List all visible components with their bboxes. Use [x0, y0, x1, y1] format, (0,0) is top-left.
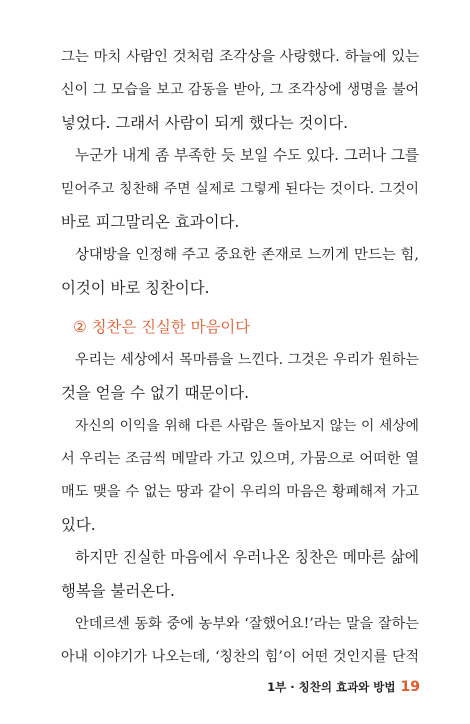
body-line: 안데르센 동화 중에 농부와 ‘잘했어요!’라는 말을 잘하는: [75, 616, 419, 632]
body-line: 자신의 이익을 위해 다른 사람은 돌아보지 않는 이 세상에: [75, 418, 419, 434]
page-number: 19: [400, 679, 420, 695]
body-line: 서 우리는 조금씩 메말라 가고 있으며, 가뭄으로 어떠한 열: [61, 451, 419, 467]
body-line: 넣었다. 그래서 사람이 되게 했다는 것이다.: [61, 114, 348, 132]
body-line: 믿어주고 칭찬해 주면 실제로 그렇게 된다는 것이다. 그것이: [61, 181, 419, 197]
body-line: 신이 그 모습을 보고 감동을 받아, 그 조각상에 생명을 불어: [61, 82, 419, 98]
section-heading: ② 칭찬은 진실한 마음이다: [73, 318, 251, 336]
body-line: 아내 이야기가 나오는데, ‘칭찬의 힘’이 어떤 것인지를 단적: [61, 649, 419, 665]
body-line: 것을 얻을 수 없기 때문이다.: [61, 384, 250, 402]
body-line: 매도 맺을 수 없는 땅과 같이 우리의 마음은 황폐해져 가고: [61, 484, 419, 500]
page-footer: [267, 677, 420, 696]
body-line: 그는 마치 사람인 것처럼 조각상을 사랑했다. 하늘에 있는: [61, 49, 419, 65]
section-title: 1부 · 칭찬의 효과와 방법: [267, 680, 396, 694]
body-line: 하지만 진실한 마음에서 우러나온 칭찬은 메마른 삶에: [75, 549, 419, 566]
body-line: 누군가 내게 좀 부족한 듯 보일 수도 있다. 그러나 그를: [75, 147, 419, 164]
body-line: 우리는 세상에서 목마름을 느낀다. 그것은 우리가 원하는: [75, 352, 419, 368]
body-line: 바로 피그말리온 효과이다.: [61, 213, 240, 231]
body-line: 상대방을 인정해 주고 중요한 존재로 느끼게 만드는 힘,: [75, 247, 419, 263]
body-line: 행복을 불러온다.: [61, 582, 175, 600]
body-line: 이것이 바로 칭찬이다.: [61, 279, 210, 297]
body-line: 있다.: [61, 516, 96, 534]
